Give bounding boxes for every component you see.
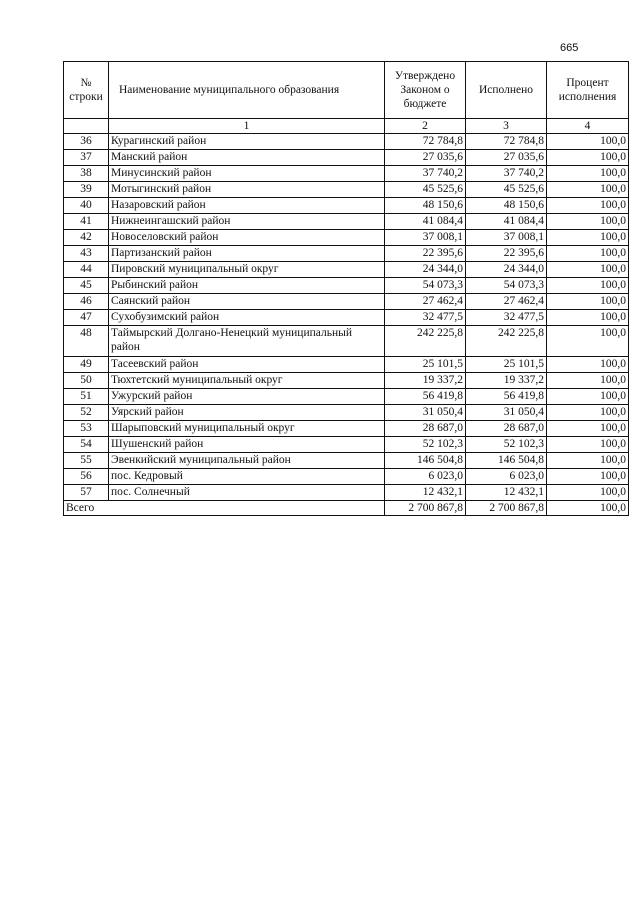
table-row [64,326,629,357]
executed-amount-cell: 242 225,8 [466,326,547,357]
table-row [64,389,629,405]
table-row [64,182,629,198]
percent-cell: 100,0 [547,198,629,214]
approved-amount-cell: 242 225,8 [385,326,466,357]
row-number-cell: 37 [64,150,109,166]
executed-amount-cell: 22 395,6 [466,246,547,262]
approved-amount-cell: 27 035,6 [385,150,466,166]
percent-cell: 100,0 [547,166,629,182]
executed-amount-cell: 52 102,3 [466,437,547,453]
row-number-cell: 53 [64,421,109,437]
percent-cell: 100,0 [547,326,629,357]
approved-amount-cell: 37 008,1 [385,230,466,246]
municipality-name-cell: пос. Солнечный [109,485,385,501]
municipality-name-cell: Мотыгинский район [109,182,385,198]
percent-cell: 100,0 [547,262,629,278]
percent-cell: 100,0 [547,278,629,294]
percent-cell: 100,0 [547,405,629,421]
percent-cell: 100,0 [547,214,629,230]
approved-amount-cell: 25 101,5 [385,357,466,373]
percent-cell: 100,0 [547,485,629,501]
percent-cell: 100,0 [547,389,629,405]
approved-amount-cell: 12 432,1 [385,485,466,501]
table-row [64,405,629,421]
municipality-name-cell: Новоселовский район [109,230,385,246]
executed-amount-cell: 24 344,0 [466,262,547,278]
table-row [64,230,629,246]
table-row [64,214,629,230]
percent-cell: 100,0 [547,246,629,262]
municipality-name-cell: Сухобузимский район [109,310,385,326]
executed-amount-cell: 12 432,1 [466,485,547,501]
approved-amount-cell: 54 073,3 [385,278,466,294]
percent-cell: 100,0 [547,453,629,469]
municipality-name-cell: Минусинский район [109,166,385,182]
executed-amount-cell: 27 462,4 [466,294,547,310]
municipality-name-cell: Нижнеингашский район [109,214,385,230]
municipality-name-cell: Шушенский район [109,437,385,453]
executed-amount-cell: 146 504,8 [466,453,547,469]
row-number-cell: 50 [64,373,109,389]
row-number-cell: 56 [64,469,109,485]
municipality-name-cell: Тюхтетский муниципальный округ [109,373,385,389]
municipality-name-cell: Уярский район [109,405,385,421]
executed-amount-cell: 37 740,2 [466,166,547,182]
municipality-name-cell: Саянский район [109,294,385,310]
table-row [64,453,629,469]
percent-cell: 100,0 [547,134,629,150]
table-header-row [64,62,629,119]
percent-cell: 100,0 [547,182,629,198]
row-number-cell: 51 [64,389,109,405]
column-index-cell: 4 [547,119,629,134]
municipality-name-cell: Назаровский район [109,198,385,214]
row-number-cell: 42 [64,230,109,246]
percent-cell: 100,0 [547,373,629,389]
percent-cell: 100,0 [547,310,629,326]
row-number-cell: 47 [64,310,109,326]
table-row [64,166,629,182]
header-municipality-name: Наименование муниципального образования [109,62,385,119]
municipality-name-cell: Партизанский район [109,246,385,262]
municipality-name-cell: Манский район [109,150,385,166]
page-number: 665 [560,42,579,54]
header-approved: Утверждено Законом о бюджете [385,62,466,119]
column-index-blank [64,119,109,134]
row-number-cell: 46 [64,294,109,310]
header-executed: Исполнено [466,62,547,119]
column-index-row [64,119,629,134]
row-number-cell: 54 [64,437,109,453]
row-number-cell: 43 [64,246,109,262]
percent-cell: 100,0 [547,150,629,166]
approved-amount-cell: 31 050,4 [385,405,466,421]
row-number-cell: 48 [64,326,109,357]
municipality-name-cell: Ужурский район [109,389,385,405]
row-number-cell: 36 [64,134,109,150]
approved-amount-cell: 19 337,2 [385,373,466,389]
executed-amount-cell: 32 477,5 [466,310,547,326]
approved-amount-cell: 146 504,8 [385,453,466,469]
row-number-cell: 44 [64,262,109,278]
budget-execution-table [63,61,629,516]
executed-amount-cell: 54 073,3 [466,278,547,294]
table-row [64,150,629,166]
table-row [64,134,629,150]
column-index-cell: 1 [109,119,385,134]
column-index-cell: 2 [385,119,466,134]
table-row [64,262,629,278]
table-row [64,310,629,326]
approved-amount-cell: 6 023,0 [385,469,466,485]
table-row [64,437,629,453]
approved-amount-cell: 56 419,8 [385,389,466,405]
row-number-cell: 40 [64,198,109,214]
executed-amount-cell: 72 784,8 [466,134,547,150]
executed-amount-cell: 45 525,6 [466,182,547,198]
executed-amount-cell: 37 008,1 [466,230,547,246]
total-approved: 2 700 867,8 [385,501,466,516]
table-body [64,134,629,501]
percent-cell: 100,0 [547,294,629,310]
municipality-name-cell: пос. Кедровый [109,469,385,485]
executed-amount-cell: 48 150,6 [466,198,547,214]
row-number-cell: 49 [64,357,109,373]
approved-amount-cell: 45 525,6 [385,182,466,198]
total-percent: 100,0 [547,501,629,516]
total-label: Всего [64,501,385,516]
approved-amount-cell: 27 462,4 [385,294,466,310]
row-number-cell: 45 [64,278,109,294]
approved-amount-cell: 37 740,2 [385,166,466,182]
executed-amount-cell: 28 687,0 [466,421,547,437]
approved-amount-cell: 48 150,6 [385,198,466,214]
approved-amount-cell: 28 687,0 [385,421,466,437]
municipality-name-cell: Курагинский район [109,134,385,150]
row-number-cell: 39 [64,182,109,198]
approved-amount-cell: 41 084,4 [385,214,466,230]
table-row [64,469,629,485]
approved-amount-cell: 72 784,8 [385,134,466,150]
table-total-row [64,501,629,516]
table-row [64,198,629,214]
row-number-cell: 38 [64,166,109,182]
table-row [64,485,629,501]
executed-amount-cell: 6 023,0 [466,469,547,485]
approved-amount-cell: 22 395,6 [385,246,466,262]
municipality-name-cell: Пировский муниципальный округ [109,262,385,278]
table-row [64,294,629,310]
row-number-cell: 55 [64,453,109,469]
approved-amount-cell: 52 102,3 [385,437,466,453]
percent-cell: 100,0 [547,437,629,453]
header-percent: Процент исполнения [547,62,629,119]
executed-amount-cell: 56 419,8 [466,389,547,405]
municipality-name-cell: Тасеевский район [109,357,385,373]
table-row [64,278,629,294]
percent-cell: 100,0 [547,469,629,485]
row-number-cell: 57 [64,485,109,501]
approved-amount-cell: 32 477,5 [385,310,466,326]
approved-amount-cell: 24 344,0 [385,262,466,278]
total-executed: 2 700 867,8 [466,501,547,516]
executed-amount-cell: 41 084,4 [466,214,547,230]
municipality-name-cell: Таймырский Долгано-Ненецкий муниципальный район [109,326,385,357]
executed-amount-cell: 31 050,4 [466,405,547,421]
percent-cell: 100,0 [547,421,629,437]
percent-cell: 100,0 [547,230,629,246]
column-index-cell: 3 [466,119,547,134]
executed-amount-cell: 27 035,6 [466,150,547,166]
table-row [64,421,629,437]
executed-amount-cell: 25 101,5 [466,357,547,373]
table-row [64,357,629,373]
header-row-number: № строки [64,62,109,119]
table-row [64,373,629,389]
municipality-name-cell: Шарыповский муниципальный округ [109,421,385,437]
executed-amount-cell: 19 337,2 [466,373,547,389]
row-number-cell: 52 [64,405,109,421]
row-number-cell: 41 [64,214,109,230]
municipality-name-cell: Эвенкийский муниципальный район [109,453,385,469]
percent-cell: 100,0 [547,357,629,373]
table-row [64,246,629,262]
municipality-name-cell: Рыбинский район [109,278,385,294]
